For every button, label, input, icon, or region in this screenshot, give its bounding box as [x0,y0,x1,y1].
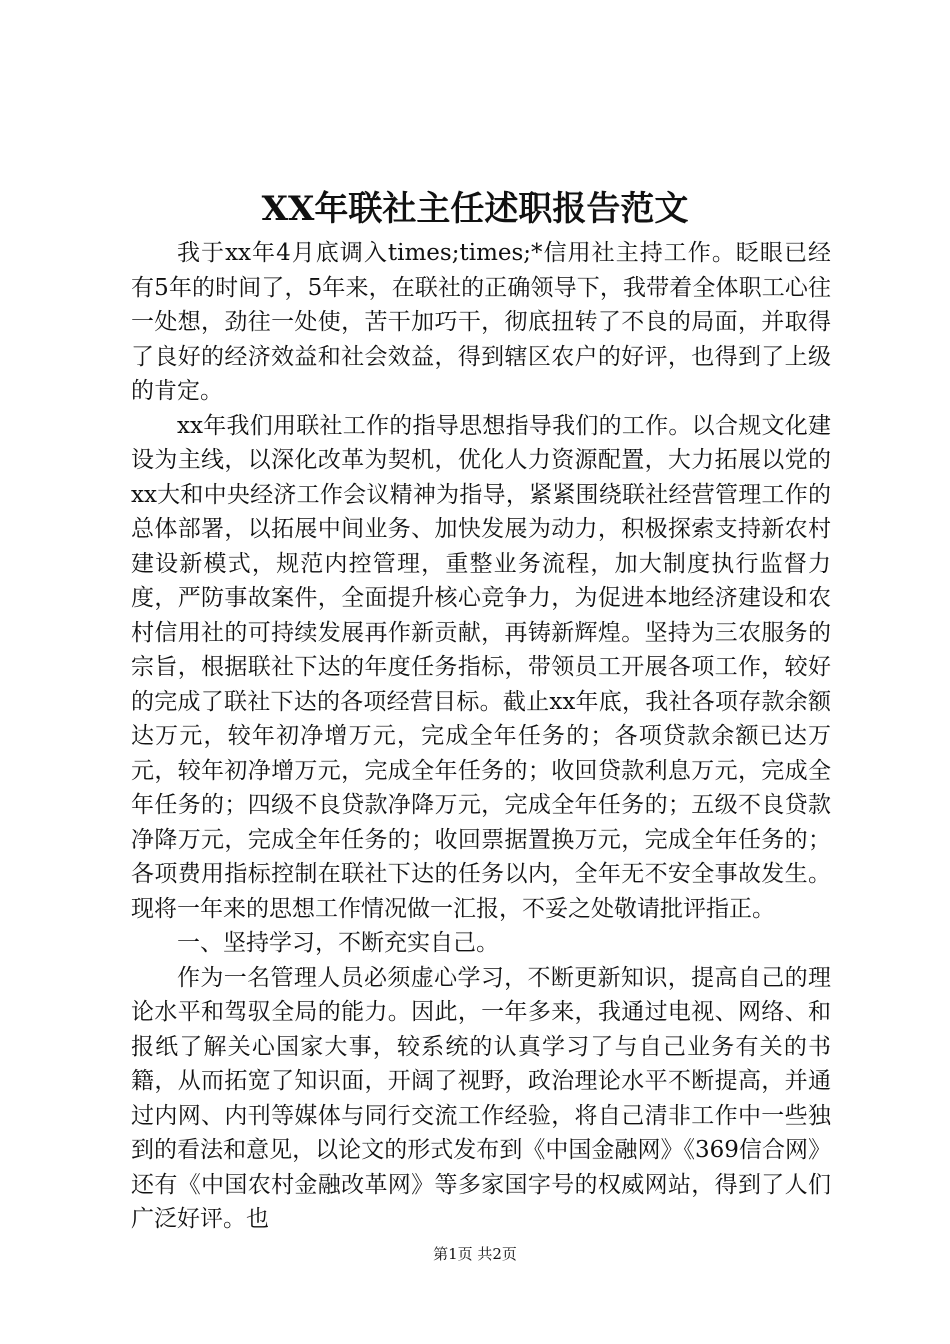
section-heading-study: 一、坚持学习，不断充实自己。 [177,930,499,956]
document-title: XX年联社主任述职报告范文 [261,189,689,229]
paragraph-intro: 我于xx年4月底调入times;times;*信用社主持工作。眨眼已经有5年的时间了，5年来，在联社的正确领导下，我带着全体职工心往一处想，劲往一处使，苦干加巧干，彻底扭转了不良的局面，并取得了良好的经济效益和社会效益，得到辖区农户的好评，也得到了上级的肯定。 [131,240,831,404]
document-body [131,236,831,1237]
paragraph-study: 作为一名管理人员必须虚心学习，不断更新知识，提高自己的理论水平和驾驭全局的能力。因此，一年多来，我通过电视、网络、和报纸了解关心国家大事，较系统的认真学习了与自己业务有关的书籍，从而拓宽了知识面，开阔了视野，政治理论水平不断提高，并通过内网、内刊等媒体与同行交流工作经验，将自己清非工作中一些独到的看法和意见，以论文的形式发布到《中国金融网》《369信合网》还有《中国农村金融改革网》等多家国字号的权威网站，得到了人们广泛好评。也 [131,964,831,1232]
paragraph-work-summary: xx年我们用联社工作的指导思想指导我们的工作。以合规文化建设为主线，以深化改革为契机，优化人力资源配置，大力拓展以党的xx大和中央经济工作会议精神为指导，紧紧围绕联社经营管理工作的总体部署，以拓展中间业务、加快发展为动力，积极探索支持新农村建设新模式，规范内控管理，重整业务流程，加大制度执行监督力度，严防事故案件，全面提升核心竞争力，为促进本地经济建设和农村信用社的可持续发展再作新贡献，再铸新辉煌。坚持为三农服务的宗旨，根据联社下达的年度任务指标，带领员工开展各项工作，较好的完成了联社下达的各项经营目标。截止xx年底，我社各项存款余额达万元，较年初净增万元，完成全年任务的；各项贷款余额已达万元，较年初净增万元，完成全年任务的；收回贷款利息万元，完成全年任务的；四级不良贷款净降万元，完成全年任务的；五级不良贷款净降万元，完成全年任务的；收回票据置换万元，完成全年任务的；各项费用指标控制在联社下达的任务以内，全年无不安全事故发生。现将一年来的思想工作情况做一汇报，不妥之处敬请批评指正。 [131,412,831,922]
page-number-footer: 第1页 共2页 [433,1245,517,1263]
